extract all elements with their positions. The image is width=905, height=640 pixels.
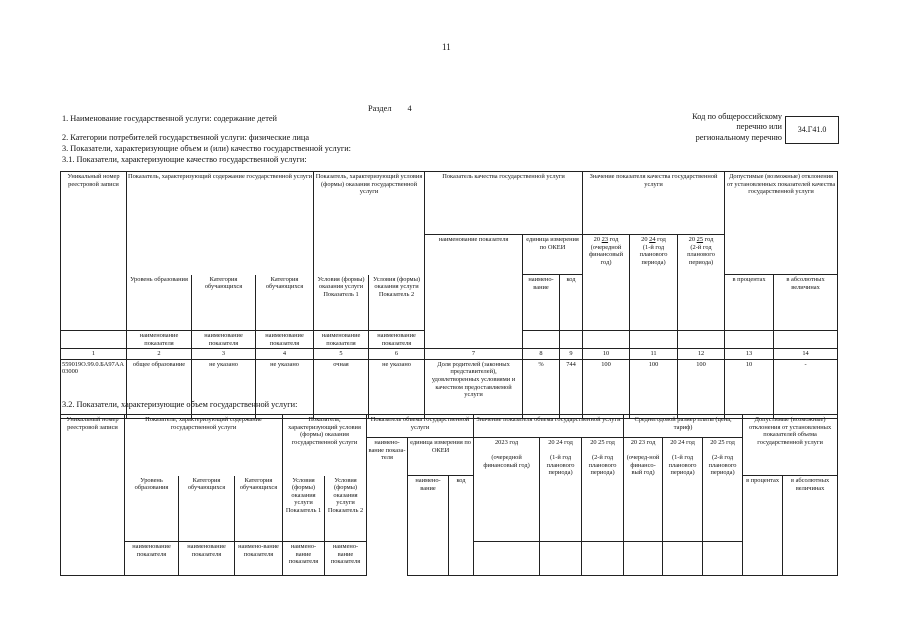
col-num: 8 (523, 349, 560, 360)
row-id: 559019О.99.0.БА97АА03000 (61, 359, 127, 418)
col-num: 6 (369, 349, 425, 360)
y1-pre: 20 (593, 236, 601, 243)
nm-3: наименование показателя (256, 331, 314, 349)
row-cat1: не указано (192, 359, 256, 418)
col-num: 4 (256, 349, 314, 360)
nm-blank-12 (678, 331, 725, 349)
y3-val: 25 (696, 236, 704, 243)
y3-pre: 20 (688, 236, 696, 243)
h-year-1 (583, 235, 630, 331)
col-num: 9 (560, 349, 583, 360)
f2025-label: 20 25 год (710, 439, 735, 446)
code-label-2: перечню или (736, 122, 782, 131)
h2-value: Значение показателя объема государственной услуги (474, 415, 624, 438)
y2025-sub: (2-й год планового периода) (588, 454, 617, 477)
col-num: 10 (583, 349, 630, 360)
h-unit: единица измерения по ОКЕИ (523, 235, 583, 275)
quality-table (60, 171, 838, 419)
y1-val: 23 (601, 236, 609, 243)
quality-heading: 3.1. Показатели, характеризующие качество государственной услуги: (62, 155, 307, 164)
c-cond1: Условия (формы) оказания услуги Показатель 1 (314, 275, 369, 331)
h2-fee: Среднегодовой размер платы (цена, тариф) (624, 415, 743, 438)
col-num: 2 (127, 349, 192, 360)
blank-f1 (624, 542, 663, 576)
y2024-sub: (1-й год планового периода) (546, 454, 575, 477)
d-abs: в абсолютных величинах (774, 275, 838, 331)
section-number: 4 (407, 104, 412, 113)
c-cat1: Категория обучающихся (192, 275, 256, 331)
nm-blank-13 (725, 331, 774, 349)
h-content: Показатель, характеризующий содержание государственной услуги (127, 172, 314, 235)
h-quality: Показатель качества государственной услуги (425, 172, 583, 235)
u2-code: код (449, 476, 474, 576)
row-v1: 100 (583, 359, 630, 418)
col-num: 14 (774, 349, 838, 360)
nm-2: наименование показателя (192, 331, 256, 349)
nm-4: наименование показателя (314, 331, 369, 349)
f2023-label: 20 23 год (630, 439, 656, 446)
h2-volume: Показатель объема государственной услуги (367, 415, 474, 438)
y3-sub: (2-й год планового периода) (687, 243, 715, 266)
conditions-spacer (314, 235, 425, 275)
content-spacer (127, 235, 314, 275)
nm-blank-10 (583, 331, 630, 349)
row-v2: 100 (630, 359, 678, 418)
volume-table (60, 414, 838, 576)
col-num: 12 (678, 349, 725, 360)
col-num: 13 (725, 349, 774, 360)
nm2-1: наименование показателя (125, 542, 179, 576)
f2023-sub: (очеред-ной финансо-вый год) (626, 454, 660, 477)
blank-y1 (474, 542, 540, 576)
v-name: наимено-вание показа-теля (367, 438, 408, 576)
row-unit: % (523, 359, 560, 418)
c2-cat2: Категория обучающихся (235, 476, 283, 542)
y2023 (474, 438, 540, 542)
y2024 (540, 438, 582, 542)
row-cat2: не указано (256, 359, 314, 418)
nm-blank-9 (560, 331, 583, 349)
nm2-5: наимено-вание показателя (325, 542, 367, 576)
page-number: 11 (442, 42, 451, 52)
y2-sub: (1-й год планового периода) (639, 243, 668, 266)
blank-f2 (663, 542, 703, 576)
y2024-label: 20 24 год (548, 439, 573, 446)
code-label-1: Код по общероссийскому (692, 112, 782, 121)
y3-post: год (704, 236, 714, 243)
y1-post: год (609, 236, 619, 243)
blank-y2 (540, 542, 582, 576)
row-dev-abs: - (774, 359, 838, 418)
h-year-3 (678, 235, 725, 331)
row-cond1: очная (314, 359, 369, 418)
consumer-categories: 2. Категории потребителей государственной услуги: физические лица (62, 133, 310, 142)
nm-blank-11 (630, 331, 678, 349)
f2025-sub: (2-й год планового периода) (708, 454, 737, 477)
c-cat2: Категория обучающихся (256, 275, 314, 331)
volume-heading: 3.2. Показатели, характеризующие объем государственной услуги: (62, 400, 298, 409)
nm-1: наименование показателя (127, 331, 192, 349)
col-num: 11 (630, 349, 678, 360)
d2-abs: в абсолютных величинах (783, 476, 838, 576)
row-code: 744 (560, 359, 583, 418)
nm-blank-7 (425, 331, 523, 349)
nm2-2: наименование показателя (179, 542, 235, 576)
code-label-3: региональному перечню (695, 133, 782, 142)
h-value: Значение показателя качества государственной услуги (583, 172, 725, 235)
h-year-2 (630, 235, 678, 331)
c2-cond1: Условия (формы) оказания услуги Показатель 1 (283, 476, 325, 542)
u-code: код (560, 275, 583, 331)
col-num: 1 (61, 349, 127, 360)
section-label (368, 104, 412, 114)
d-pct: в процентах (725, 275, 774, 331)
col-num: 7 (425, 349, 523, 360)
nm-blank (61, 331, 127, 349)
col-num: 3 (192, 349, 256, 360)
v-unit: единица измерения по ОКЕИ (408, 438, 474, 476)
nm-blank-8 (523, 331, 560, 349)
h-unique: Уникальный номер реестровой записи (61, 172, 127, 331)
c2-level: Уровень образования (125, 476, 179, 542)
y2025-label: 20 25 год (590, 439, 615, 446)
row-indicator: Доля родителей (законных представителей), удовлетворенных условиями и качеством предоставляемой услуги (425, 359, 523, 418)
row-cond2: не указано (369, 359, 425, 418)
registry-code-box: 34.Г41.0 (785, 116, 839, 144)
col-num: 5 (314, 349, 369, 360)
u2-name: наимено-вание (408, 476, 449, 576)
row-dev-pct: 10 (725, 359, 774, 418)
y2025 (582, 438, 624, 542)
nm-5: наименование показателя (369, 331, 425, 349)
h-deviation: Допустимые (возможные) отклонения от установленных показателей качества государственной услуги (725, 172, 838, 275)
nm2-4: наимено-вание показателя (283, 542, 325, 576)
f2025 (703, 438, 743, 542)
blank-f3 (703, 542, 743, 576)
section-word: Раздел (368, 104, 392, 113)
f2023 (624, 438, 663, 542)
y1-sub: (очередной финансовый год) (589, 243, 624, 266)
h2-unique: Уникальный номер реестровой записи (61, 415, 125, 576)
y2023-sub: (очередной финансовый год) (483, 454, 530, 469)
nm-blank-14 (774, 331, 838, 349)
y2-pre: 20 (641, 236, 648, 243)
blank-y3 (582, 542, 624, 576)
service-name: 1. Наименование государственной услуги: содержание детей (62, 114, 277, 123)
c2-cat1: Категория обучающихся (179, 476, 235, 542)
indicators-heading: 3. Показатели, характеризующие объем и (или) качество государственной услуги: (62, 144, 351, 153)
h2-content: Показатель, характеризующий содержание государственной услуги (125, 415, 283, 476)
u-name: наимено-вание (523, 275, 560, 331)
h-conditions: Показатель, характеризующий условия (формы) оказания государственной услуги (314, 172, 425, 235)
h2-deviation: Допустимые (возможные) отклонения от установленных показателей объема государственной услуги (743, 415, 838, 476)
f2024 (663, 438, 703, 542)
h2-conditions: Показатель, характеризующий условия (формы) оказания государственной услуги (283, 415, 367, 476)
nm2-3: наимено-вание показателя (235, 542, 283, 576)
y2023-label: 2023 год (494, 439, 519, 446)
row-v3: 100 (678, 359, 725, 418)
d2-pct: в процентах (743, 476, 783, 576)
f2024-sub: (1-й год планового периода) (668, 454, 697, 477)
y2-val: 24 (649, 236, 656, 243)
c2-cond2: Условия (формы) оказания услуги Показатель 2 (325, 476, 367, 542)
c-cond2: Условия (формы) оказания услуги Показатель 2 (369, 275, 425, 331)
y2-post: год (657, 236, 666, 243)
f2024-label: 20 24 год (670, 439, 695, 446)
h-indicator-name: наименование показателя (425, 235, 523, 331)
c-level: Уровень образования (127, 275, 192, 331)
row-level: общее образование (127, 359, 192, 418)
